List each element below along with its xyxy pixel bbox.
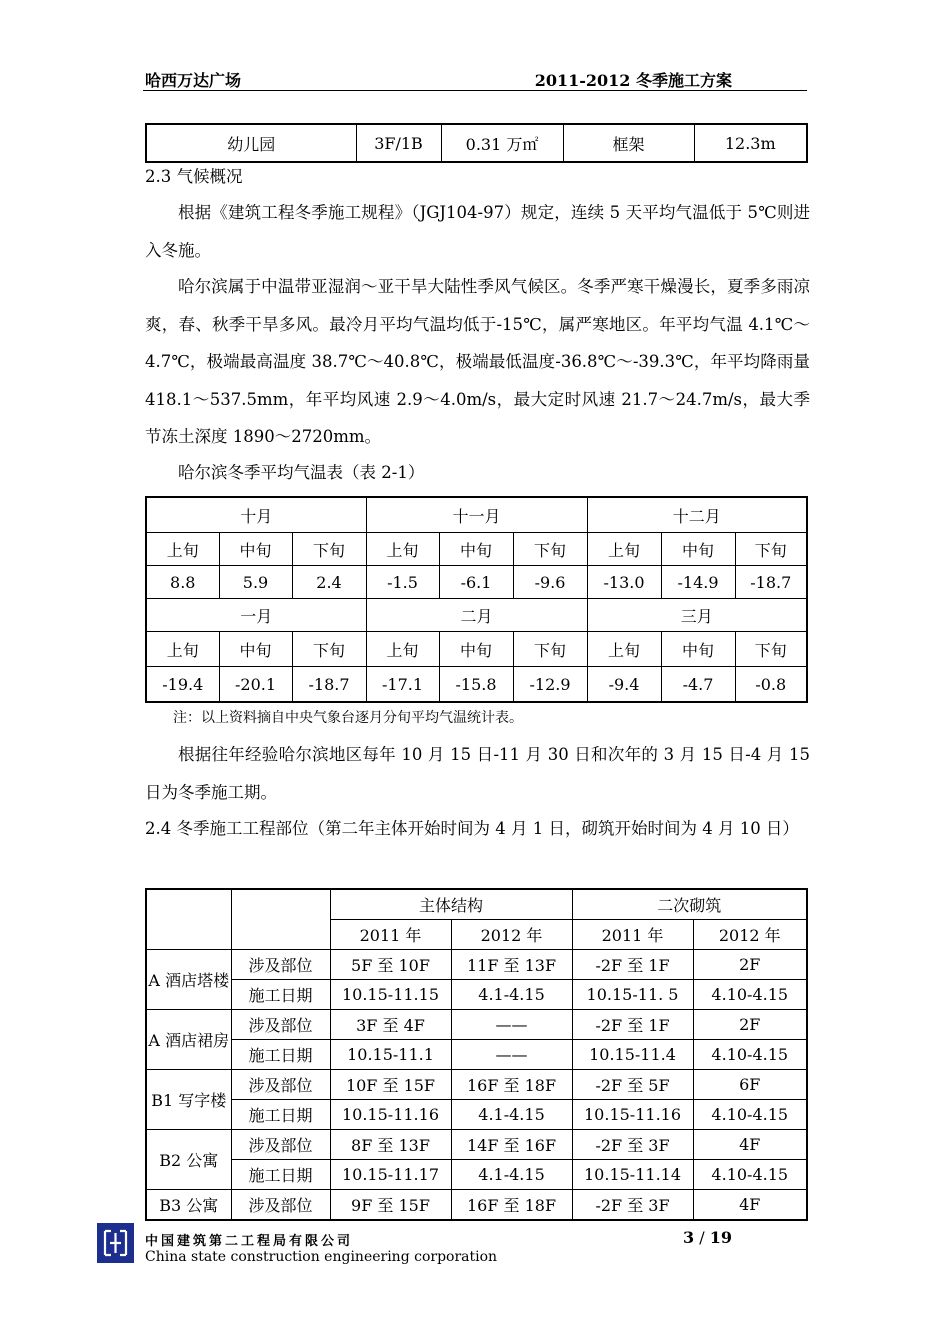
- building-name: B3 公寓: [146, 1190, 231, 1221]
- table-row: [146, 533, 807, 566]
- table-cell: 16F 至 18F: [451, 1070, 572, 1100]
- table-cell: 4F: [693, 1130, 807, 1160]
- period-header: 下旬: [735, 632, 807, 667]
- table-cell: 10.15-11.16: [572, 1100, 693, 1130]
- period-header: 下旬: [292, 632, 366, 667]
- group-header-masonry: 二次砌筑: [572, 889, 807, 920]
- period-header: 上旬: [146, 632, 219, 667]
- paragraph-winter-period: 根据往年经验哈尔滨地区每年 10 月 15 日-11 月 30 日和次年的 3 月 15 日-4 月 15 日为冬季施工期。: [145, 745, 810, 802]
- cscec-logo-icon: [97, 1223, 134, 1263]
- period-header: 中旬: [661, 533, 735, 566]
- table-cell: -2F 至 5F: [572, 1070, 693, 1100]
- temperature-value: 2.4: [292, 566, 366, 599]
- row-label: 涉及部位: [231, 1070, 330, 1100]
- paragraph-winter-rule: 根据《建筑工程冬季施工规程》（JGJ104-97）规定，连续 5 天平均气温低于 5℃则进入冬施。: [145, 203, 810, 260]
- table-cell: 10F 至 15F: [330, 1070, 451, 1100]
- footer-company-en: China state construction engineering corporation: [145, 1249, 498, 1265]
- table-cell: ——: [451, 1010, 572, 1040]
- table-cell: 框架: [563, 124, 694, 162]
- table-cell: -2F 至 3F: [572, 1130, 693, 1160]
- table-row: [146, 667, 807, 703]
- table-cell: 4.10-4.15: [693, 1160, 807, 1190]
- period-header: 中旬: [661, 632, 735, 667]
- table-cell: 3F/1B: [356, 124, 441, 162]
- building-summary-table: [145, 123, 808, 163]
- temperature-value: -1.5: [366, 566, 439, 599]
- page-separator: /: [694, 1228, 710, 1247]
- table-row: [146, 1130, 807, 1160]
- month-header: 十月: [146, 497, 366, 533]
- table-cell: 10.15-11.4: [572, 1040, 693, 1070]
- table-cell: 10.15-11.17: [330, 1160, 451, 1190]
- temperature-value: -4.7: [661, 667, 735, 703]
- table-cell: 4.10-4.15: [693, 1040, 807, 1070]
- table-row: [146, 950, 807, 980]
- table-cell: 2F: [693, 950, 807, 980]
- table-cell: 10.15-11. 5: [572, 980, 693, 1010]
- section-heading-climate: 2.3 气候概况: [145, 167, 243, 186]
- table-row: [146, 1010, 807, 1040]
- table-cell: 10.15-11.14: [572, 1160, 693, 1190]
- current-page: 3: [683, 1228, 695, 1247]
- period-header: 上旬: [587, 632, 661, 667]
- table-cell: 11F 至 13F: [451, 950, 572, 980]
- temperature-value: -15.8: [439, 667, 513, 703]
- table-row: [146, 1070, 807, 1100]
- period-header: 下旬: [292, 533, 366, 566]
- table-row: [146, 889, 807, 920]
- table-row: [146, 497, 807, 533]
- table-cell: 5F 至 10F: [330, 950, 451, 980]
- header-rule: [143, 90, 807, 91]
- table-cell: 10.15-11.1: [330, 1040, 451, 1070]
- table-cell: 14F 至 16F: [451, 1130, 572, 1160]
- month-header: 三月: [587, 599, 807, 632]
- page-number: [683, 1228, 732, 1247]
- work-parts-table: [145, 888, 808, 1221]
- table-cell: 4.1-4.15: [451, 1160, 572, 1190]
- row-label: 施工日期: [231, 1160, 330, 1190]
- temperature-value: -9.4: [587, 667, 661, 703]
- month-header: 一月: [146, 599, 366, 632]
- table-cell: 12.3m: [694, 124, 807, 162]
- table-cell: 4F: [693, 1190, 807, 1221]
- table-cell: 2F: [693, 1010, 807, 1040]
- period-header: 上旬: [366, 533, 439, 566]
- table-row: [146, 599, 807, 632]
- building-name: B1 写字楼: [146, 1070, 231, 1130]
- footer-company-cn: 中国建筑第二工程局有限公司: [145, 1234, 354, 1249]
- table-cell: 10.15-11.16: [330, 1100, 451, 1130]
- year-header: 2011 年: [330, 920, 451, 950]
- year-header: 2012 年: [693, 920, 807, 950]
- table-cell: 10.15-11.15: [330, 980, 451, 1010]
- period-header: 上旬: [366, 632, 439, 667]
- year-header: 2011 年: [572, 920, 693, 950]
- group-header-main-structure: 主体结构: [330, 889, 572, 920]
- table-cell: 6F: [693, 1070, 807, 1100]
- period-header: 中旬: [219, 632, 292, 667]
- table-cell: 3F 至 4F: [330, 1010, 451, 1040]
- period-header: 中旬: [439, 632, 513, 667]
- table-row: [146, 1190, 807, 1221]
- table-cell: 0.31 万㎡: [441, 124, 563, 162]
- year-header: 2012 年: [451, 920, 572, 950]
- row-label: 施工日期: [231, 1100, 330, 1130]
- period-header: 上旬: [587, 533, 661, 566]
- table-cell: -2F 至 1F: [572, 1010, 693, 1040]
- table-cell: ——: [451, 1040, 572, 1070]
- table-cell: 4.10-4.15: [693, 1100, 807, 1130]
- temperature-value: -17.1: [366, 667, 439, 703]
- table-cell: 8F 至 13F: [330, 1130, 451, 1160]
- table-cell: 4.10-4.15: [693, 980, 807, 1010]
- header-project-title: 哈西万达广场: [145, 71, 242, 90]
- table-cell: 9F 至 15F: [330, 1190, 451, 1221]
- period-header: 上旬: [146, 533, 219, 566]
- table-caption-temperature: 哈尔滨冬季平均气温表（表 2-1）: [178, 463, 425, 482]
- period-header: 中旬: [219, 533, 292, 566]
- table-cell: 4.1-4.15: [451, 1100, 572, 1130]
- table-row: [146, 1100, 807, 1130]
- temperature-value: -18.7: [735, 566, 807, 599]
- table-cell: -2F 至 3F: [572, 1190, 693, 1221]
- table-note: 注：以上资料摘自中央气象台逐月分旬平均气温统计表。: [173, 710, 523, 726]
- month-header: 十一月: [366, 497, 587, 533]
- table-row: [146, 632, 807, 667]
- row-label: 涉及部位: [231, 950, 330, 980]
- building-name: A 酒店塔楼: [146, 950, 231, 1010]
- temperature-value: -13.0: [587, 566, 661, 599]
- temperature-value: -18.7: [292, 667, 366, 703]
- total-pages: 19: [709, 1228, 732, 1247]
- period-header: 中旬: [439, 533, 513, 566]
- temperature-value: -14.9: [661, 566, 735, 599]
- row-label: 施工日期: [231, 1040, 330, 1070]
- period-header: 下旬: [513, 533, 587, 566]
- temperature-value: -6.1: [439, 566, 513, 599]
- table-cell: 16F 至 18F: [451, 1190, 572, 1221]
- period-header: 下旬: [513, 632, 587, 667]
- row-label: 施工日期: [231, 980, 330, 1010]
- row-label: 涉及部位: [231, 1010, 330, 1040]
- temperature-value: 8.8: [146, 566, 219, 599]
- month-header: 十二月: [587, 497, 807, 533]
- row-label: 涉及部位: [231, 1130, 330, 1160]
- temperature-value: -19.4: [146, 667, 219, 703]
- row-label: 涉及部位: [231, 1190, 330, 1221]
- section-heading-work-parts: 2.4 冬季施工工程部位（第二年主体开始时间为 4 月 1 日，砌筑开始时间为 4 月 10 日）: [145, 819, 799, 838]
- table-cell: -2F 至 1F: [572, 950, 693, 980]
- building-name: B2 公寓: [146, 1130, 231, 1190]
- building-name: A 酒店裙房: [146, 1010, 231, 1070]
- table-row: [146, 566, 807, 599]
- temperature-table: [145, 496, 808, 703]
- table-cell: [231, 889, 330, 950]
- table-row: [146, 1040, 807, 1070]
- table-cell: 幼儿园: [146, 124, 356, 162]
- table-cell: [146, 889, 231, 950]
- temperature-value: -20.1: [219, 667, 292, 703]
- temperature-value: -9.6: [513, 566, 587, 599]
- temperature-value: -12.9: [513, 667, 587, 703]
- paragraph-climate-description: 哈尔滨属于中温带亚湿润～亚干旱大陆性季风气候区。冬季严寒干燥漫长，夏季多雨凉爽，春、秋季干旱多风。最冷月平均气温均低于-15℃，属严寒地区。年平均气温 4.1℃～4.7℃，极端最高温度 38.7℃～40.8℃，极端最低温度-36.8℃～-39.3℃，年平均降雨量 418.1～537.5mm，年平均风速 2.9～4.0m/s，最大定时风速 21.7～24.7m/s，最大季节冻土深度 1890～2720mm。: [145, 277, 810, 446]
- header-document-title: 2011-2012 冬季施工方案: [534, 71, 732, 90]
- table-row: [146, 124, 807, 162]
- table-row: [146, 1160, 807, 1190]
- cscec-logo-mark: [97, 1223, 134, 1263]
- temperature-value: 5.9: [219, 566, 292, 599]
- period-header: 下旬: [735, 533, 807, 566]
- table-cell: 4.1-4.15: [451, 980, 572, 1010]
- temperature-value: -0.8: [735, 667, 807, 703]
- month-header: 二月: [366, 599, 587, 632]
- table-row: [146, 980, 807, 1010]
